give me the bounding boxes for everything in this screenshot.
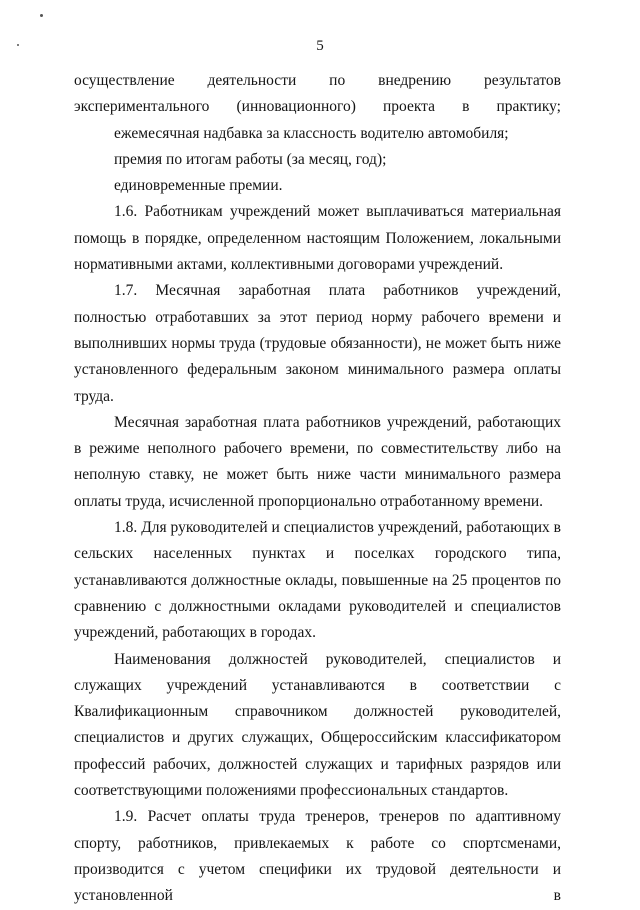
paragraph-list-item: единовременные премии. (114, 177, 283, 195)
paragraph-1-7: 1.7. Месячная заработная плата работников учреждений, полностью отработавших за этот период норму рабочего времени и выполнивших нормы труда (трудовые обязанности), не может быть ниже установленного федеральным законом минимального размера оплаты труда. (74, 282, 561, 405)
paragraph-continuation: осуществление деятельности по внедрению результатов экспериментального (инновационного) проекта в практику; (74, 72, 561, 116)
paragraph-1-6: 1.6. Работникам учреждений может выплачиваться материальная помощь в порядке, определенном настоящим Положением, локальными нормативными актами, коллективными договорами учреждений. (74, 203, 561, 274)
paragraph-1-8-positions: Наименования должностей руководителей, специалистов и служащих учреждений устанавливаются в соответствии с Квалификационным справочником должностей руководителей, специалистов и других служащих, Общероссийским классификатором профессий рабочих, должностей служащих и тарифных разрядов или соответствующими положениями профессиональных стандартов. (74, 650, 561, 800)
page-number: 5 (316, 38, 324, 54)
paragraph-1-8: 1.8. Для руководителей и специалистов учреждений, работающих в сельских населенных пунктах и поселках городского типа, устанавливаются должностные оклады, повышенные на 25 процентов по сравнению с должностными окладами руководителей и специалистов учреждений, работающих в городах. (74, 519, 561, 642)
paragraph-list-item: ежемесячная надбавка за классность водителю автомобиля; (114, 124, 509, 142)
paragraph-1-7-part-time: Месячная заработная плата работников учреждений, работающих в режиме неполного рабочего времени, по совместительству либо на неполную ставку, не может быть ниже части минимального размера оплаты труда, исчисленной пропорционально отработанному времени. (74, 413, 561, 510)
document-body (74, 68, 561, 910)
scan-speck (40, 14, 43, 17)
paragraph-list-item: премия по итогам работы (за месяц, год); (114, 150, 387, 168)
paragraph-1-9: 1.9. Расчет оплаты труда тренеров, тренеров по адаптивному спорту, работников, привлекаемых к работе со спортсменами, производится с учетом специфики их трудовой деятельности и установленной в (74, 808, 561, 905)
